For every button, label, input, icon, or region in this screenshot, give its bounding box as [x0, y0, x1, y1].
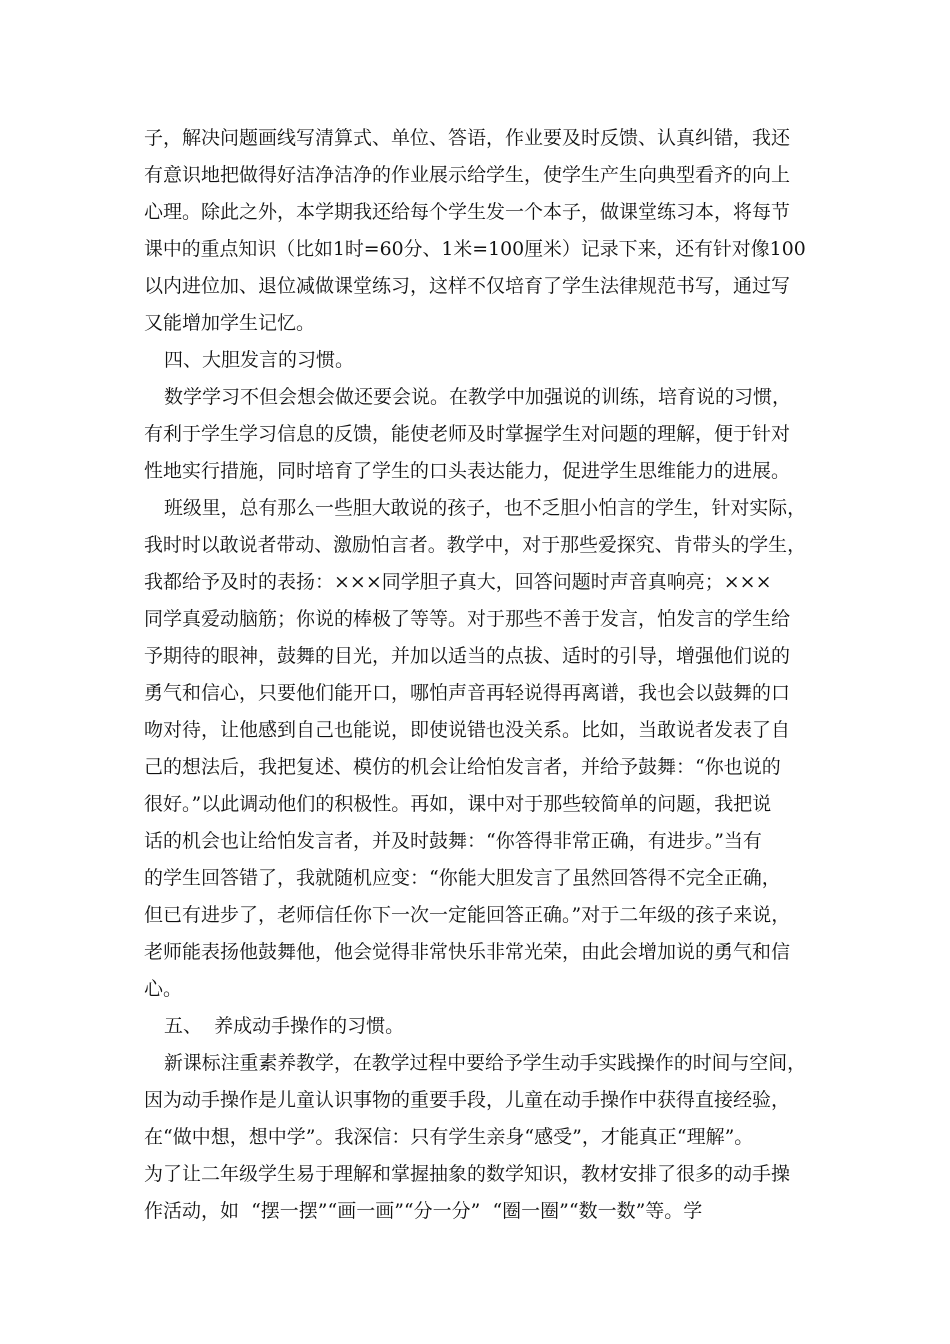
section-heading: 五、 养成动手操作的习惯。 — [164, 1015, 405, 1037]
text-line: 有意识地把做得好洁净洁净的作业展示给学生，使学生产生向典型看齐的向上 — [144, 164, 791, 186]
text-line: 予期待的眼神，鼓舞的目光，并加以适当的点拔、适时的引导，增强他们说的 — [144, 645, 791, 667]
text-line: 有利于学生学习信息的反馈，能使老师及时掌握学生对问题的理解，便于针对 — [144, 423, 791, 445]
text-line: 因为动手操作是儿童认识事物的重要手段，儿童在动手操作中获得直接经验， — [144, 1089, 791, 1111]
text-line: 勇气和信心，只要他们能开口，哪怕声音再轻说得再离谱，我也会以鼓舞的口 — [144, 682, 791, 704]
text-line: 吻对待，让他感到自己也能说，即使说错也没关系。比如，当敢说者发表了自 — [144, 719, 791, 741]
text-line: 的学生回答错了，我就随机应变：“你能大胆发言了虽然回答得不完全正确， — [144, 867, 781, 889]
text-line: 我时时以敢说者带动、激励怕言者。教学中，对于那些爱探究、肯带头的学生， — [144, 534, 807, 556]
text-line: 课中的重点知识（比如1时=60分、1米=100厘米）记录下来，还有针对像100 — [144, 238, 806, 260]
text-line: 心。 — [144, 978, 183, 1000]
text-line: 己的想法后，我把复述、模仿的机会让给怕发言者，并给予鼓舞：“你也说的 — [144, 756, 781, 778]
text-line: 以内进位加、退位减做课堂练习，这样不仅培育了学生法律规范书写，通过写 — [144, 275, 791, 297]
text-line: 但已有进步了，老师信任你下一次一定能回答正确。”对于二年级的孩子来说， — [144, 904, 791, 926]
section-heading: 四、大胆发言的习惯。 — [164, 349, 355, 371]
text-line: 作活动，如 “摆一摆”“画一画”“分一分” “圈一圈”“数一数”等。学 — [144, 1200, 703, 1222]
text-line: 又能增加学生记忆。 — [144, 312, 316, 334]
text-line: 同学真爱动脑筋；你说的棒极了等等。对于那些不善于发言，怕发言的学生给 — [144, 608, 791, 630]
text-line: 为了让二年级学生易于理解和掌握抽象的数学知识，教材安排了很多的动手操 — [144, 1163, 791, 1185]
text-line: 性地实行措施，同时培育了学生的口头表达能力，促进学生思维能力的进展。 — [144, 460, 791, 482]
text-line: 数学学习不但会想会做还要会说。在教学中加强说的训练，培育说的习惯， — [164, 386, 792, 408]
text-line: 班级里，总有那么一些胆大敢说的孩子，也不乏胆小怕言的学生，针对实际， — [164, 497, 807, 519]
text-line: 我都给予及时的表扬：×××同学胆子真大，回答问题时声音真响亮；××× — [144, 571, 772, 593]
text-line: 话的机会也让给怕发言者，并及时鼓舞：“你答得非常正确，有进步。”当有 — [144, 830, 762, 852]
text-line: 老师能表扬他鼓舞他，他会觉得非常快乐非常光荣，由此会增加说的勇气和信 — [144, 941, 791, 963]
text-line: 子，解决问题画线写清算式、单位、答语，作业要及时反馈、认真纠错，我还 — [144, 127, 791, 149]
text-line: 心理。除此之外，本学期我还给每个学生发一个本子，做课堂练习本，将每节 — [144, 201, 791, 223]
text-line: 很好。”以此调动他们的积极性。再如，课中对于那些较简单的问题，我把说 — [144, 793, 772, 815]
text-line: 新课标注重素养教学，在教学过程中要给予学生动手实践操作的时间与空间， — [164, 1052, 807, 1074]
text-line: 在“做中想，想中学”。我深信：只有学生亲身“感受”，才能真正“理解”。 — [144, 1126, 754, 1148]
